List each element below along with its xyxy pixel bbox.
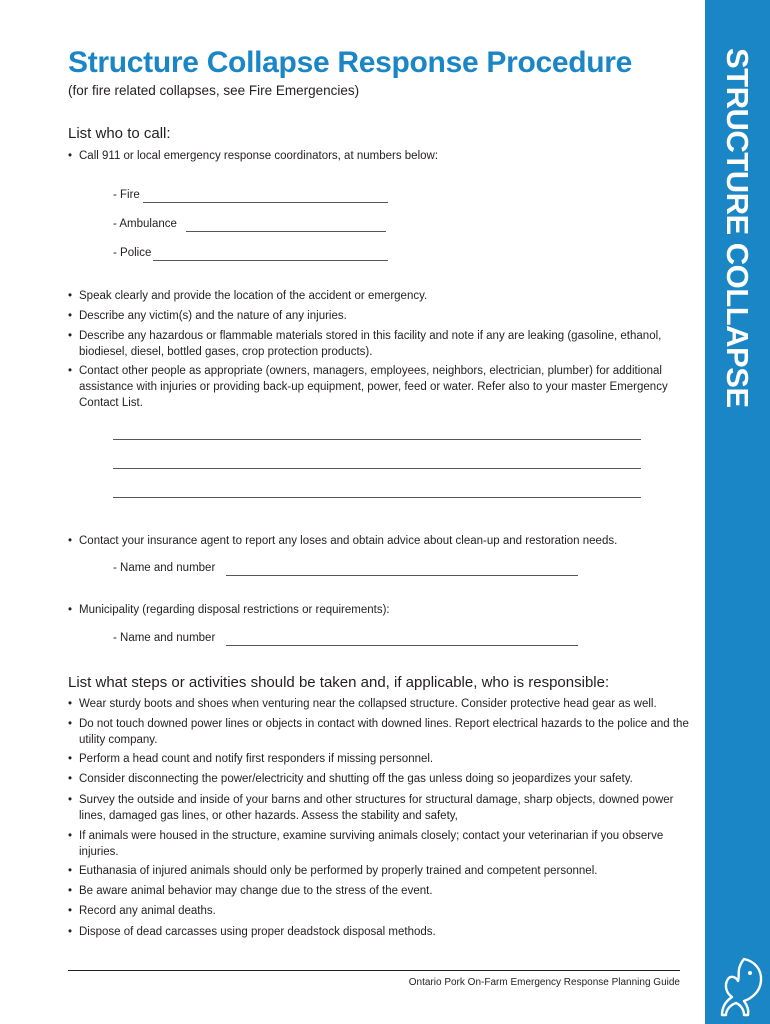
step-item: • Record any animal deaths. [68,903,700,919]
call-bullet: • Contact other people as appropriate (owners, managers, employees, neighbors, electrician, plumber) for additional assistance with injuries or providing back-up equipment, power, feed or water. Refer also to your master Emergency Contact List. [68,363,700,411]
step-item: • Perform a head count and notify first responders if missing personnel. [68,751,700,767]
insurance-bullet: • Contact your insurance agent to report any loses and obtain advice about clean-up and restoration needs. [68,533,700,549]
side-tab-label: STRUCTURE COLLAPSE [720,48,755,408]
call-intro-bullet: • Call 911 or local emergency response coordinators, at numbers below: [68,148,700,164]
page-title: Structure Collapse Response Procedure [68,46,633,79]
municipality-field-label: - Name and number [113,632,216,644]
contact-line[interactable] [113,468,641,469]
page-subtitle: (for fire related collapses, see Fire Emergencies) [68,83,360,98]
municipality-field-line[interactable] [226,645,578,646]
call-bullet: • Describe any hazardous or flammable materials stored in this facility and note if any are leaking (gasoline, ethanol, biodiesel, diesel, bottled gases, crop protection products). [68,328,700,360]
fire-field-label: - Fire [113,189,140,201]
municipality-bullet: • Municipality (regarding disposal restrictions or requirements): [68,602,700,618]
step-item: • If animals were housed in the structure, examine surviving animals closely; contact your veterinarian if you observe injuries. [68,828,700,860]
call-bullet: • Describe any victim(s) and the nature of any injuries. [68,308,700,324]
page-number: 87 [709,977,723,991]
step-item: • Dispose of dead carcasses using proper deadstock disposal methods. [68,924,700,940]
step-item: • Euthanasia of injured animals should only be performed by properly trained and competent personnel. [68,863,700,879]
step-item: • Wear sturdy boots and shoes when venturing near the collapsed structure. Consider protective head gear as well. [68,696,700,712]
ambulance-field-label: - Ambulance [113,218,177,230]
police-field-line[interactable] [153,260,388,261]
insurance-field-line[interactable] [226,575,578,576]
contact-line[interactable] [113,497,641,498]
step-item: • Survey the outside and inside of your barns and other structures for structural damage, sharp objects, downed power lines, damaged gas lines, or other hazards. Assess the stability and safety, [68,792,700,824]
step-item: • Do not touch downed power lines or objects in contact with downed lines. Report electrical hazards to the police and the utility company. [68,716,700,748]
step-item: • Be aware animal behavior may change due to the stress of the event. [68,883,700,899]
contact-line[interactable] [113,439,641,440]
ambulance-field-line[interactable] [186,231,386,232]
steps-heading: List what steps or activities should be taken and, if applicable, who is responsible: [68,674,610,691]
insurance-field-label: - Name and number [113,562,216,574]
call-heading: List who to call: [68,125,171,142]
police-field-label: - Police [113,247,152,259]
footer-text: Ontario Pork On-Farm Emergency Response Planning Guide [408,977,680,988]
fire-field-line[interactable] [143,202,388,203]
call-bullet: • Speak clearly and provide the location of the accident or emergency. [68,288,700,304]
step-item: • Consider disconnecting the power/electricity and shutting off the gas unless doing so jeopardizes your safety. [68,771,700,787]
footer-rule [68,970,680,971]
